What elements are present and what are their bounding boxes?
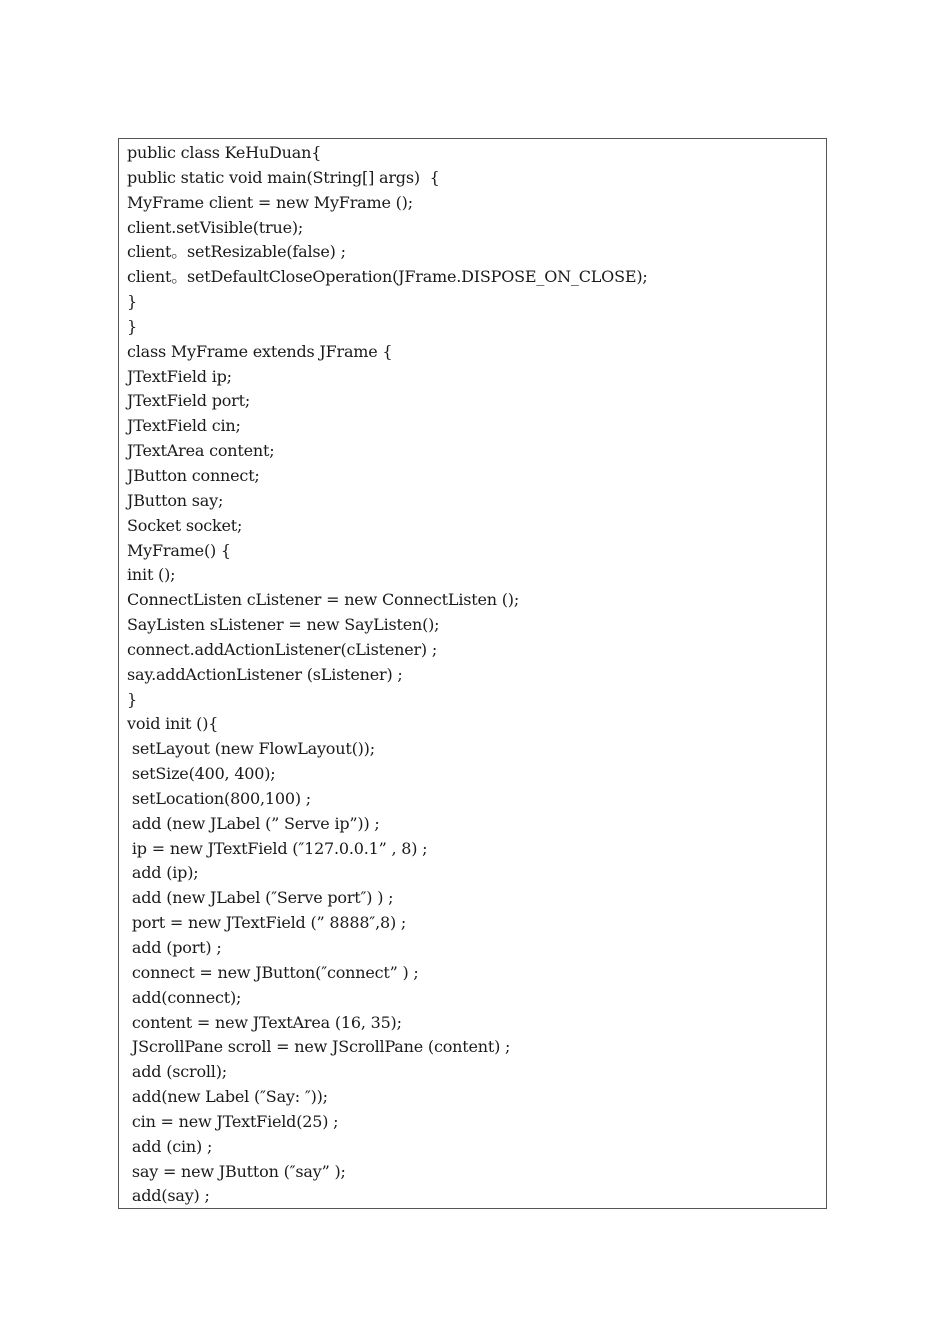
code-line: } xyxy=(127,689,137,709)
code-line: client。setDefaultCloseOperation(JFrame.DISPOSE_ON_CLOSE); xyxy=(127,267,648,287)
code-line: void init (){ xyxy=(127,714,219,734)
code-line: add (new JLabel (″Serve port″) ) ; xyxy=(127,888,394,908)
code-line: ConnectListen cListener = new ConnectListen (); xyxy=(127,590,520,610)
code-line: connect = new JButton(″connect” ) ; xyxy=(127,962,419,982)
code-line: setLocation(800,100) ; xyxy=(127,788,311,808)
code-line: say = new JButton (″say” ); xyxy=(127,1161,346,1181)
code-line: add (scroll); xyxy=(127,1062,227,1082)
code-line: cin = new JTextField(25) ; xyxy=(127,1111,339,1131)
code-line: JButton say; xyxy=(127,490,224,510)
code-line: JTextField port; xyxy=(127,391,251,411)
code-line: add (port) ; xyxy=(127,938,222,957)
code-line: JScrollPane scroll = new JScrollPane (content) ; xyxy=(127,1037,511,1057)
code-line: } xyxy=(127,292,137,312)
code-line: public class KeHuDuan{ xyxy=(127,143,322,162)
code-line: client。setResizable(false) ; xyxy=(127,242,346,262)
code-line: client.setVisible(true); xyxy=(127,217,304,237)
code-line: port = new JTextField (” 8888″,8) ; xyxy=(127,913,407,933)
code-line: public static void main(String[] args) { xyxy=(127,167,440,187)
code-line: JTextField cin; xyxy=(127,416,241,436)
code-line: add (new JLabel (” Serve ip”)) ; xyxy=(127,813,380,833)
code-line: } xyxy=(127,316,137,336)
code-line: SayListen sListener = new SayListen(); xyxy=(127,615,440,635)
code-line: JTextField ip; xyxy=(127,366,232,386)
code-line: content = new JTextArea (16, 35); xyxy=(127,1012,402,1032)
code-line: JTextArea content; xyxy=(127,441,275,461)
code-line: add(connect); xyxy=(127,987,242,1007)
code-line: ip = new JTextField (″127.0.0.1” , 8) ; xyxy=(127,838,428,858)
code-line: class MyFrame extends JFrame { xyxy=(127,341,393,361)
code-line: add(new Label (″Say: ″)); xyxy=(127,1087,328,1107)
code-line: say.addActionListener (sListener) ; xyxy=(127,664,403,684)
code-line: JButton connect; xyxy=(127,465,260,485)
code-line: setLayout (new FlowLayout()); xyxy=(127,739,375,759)
code-line: MyFrame client = new MyFrame (); xyxy=(127,192,413,212)
code-line: MyFrame() { xyxy=(127,540,231,560)
code-line: init (); xyxy=(127,565,176,585)
code-line: Socket socket; xyxy=(127,515,243,535)
code-line: add (cin) ; xyxy=(127,1136,213,1156)
code-line: connect.addActionListener(cListener) ; xyxy=(127,639,438,659)
code-line: setSize(400, 400); xyxy=(127,764,276,784)
code-listing-box xyxy=(118,138,827,1209)
code-line: add(say) ; xyxy=(127,1186,210,1206)
code-line: add (ip); xyxy=(127,863,199,883)
